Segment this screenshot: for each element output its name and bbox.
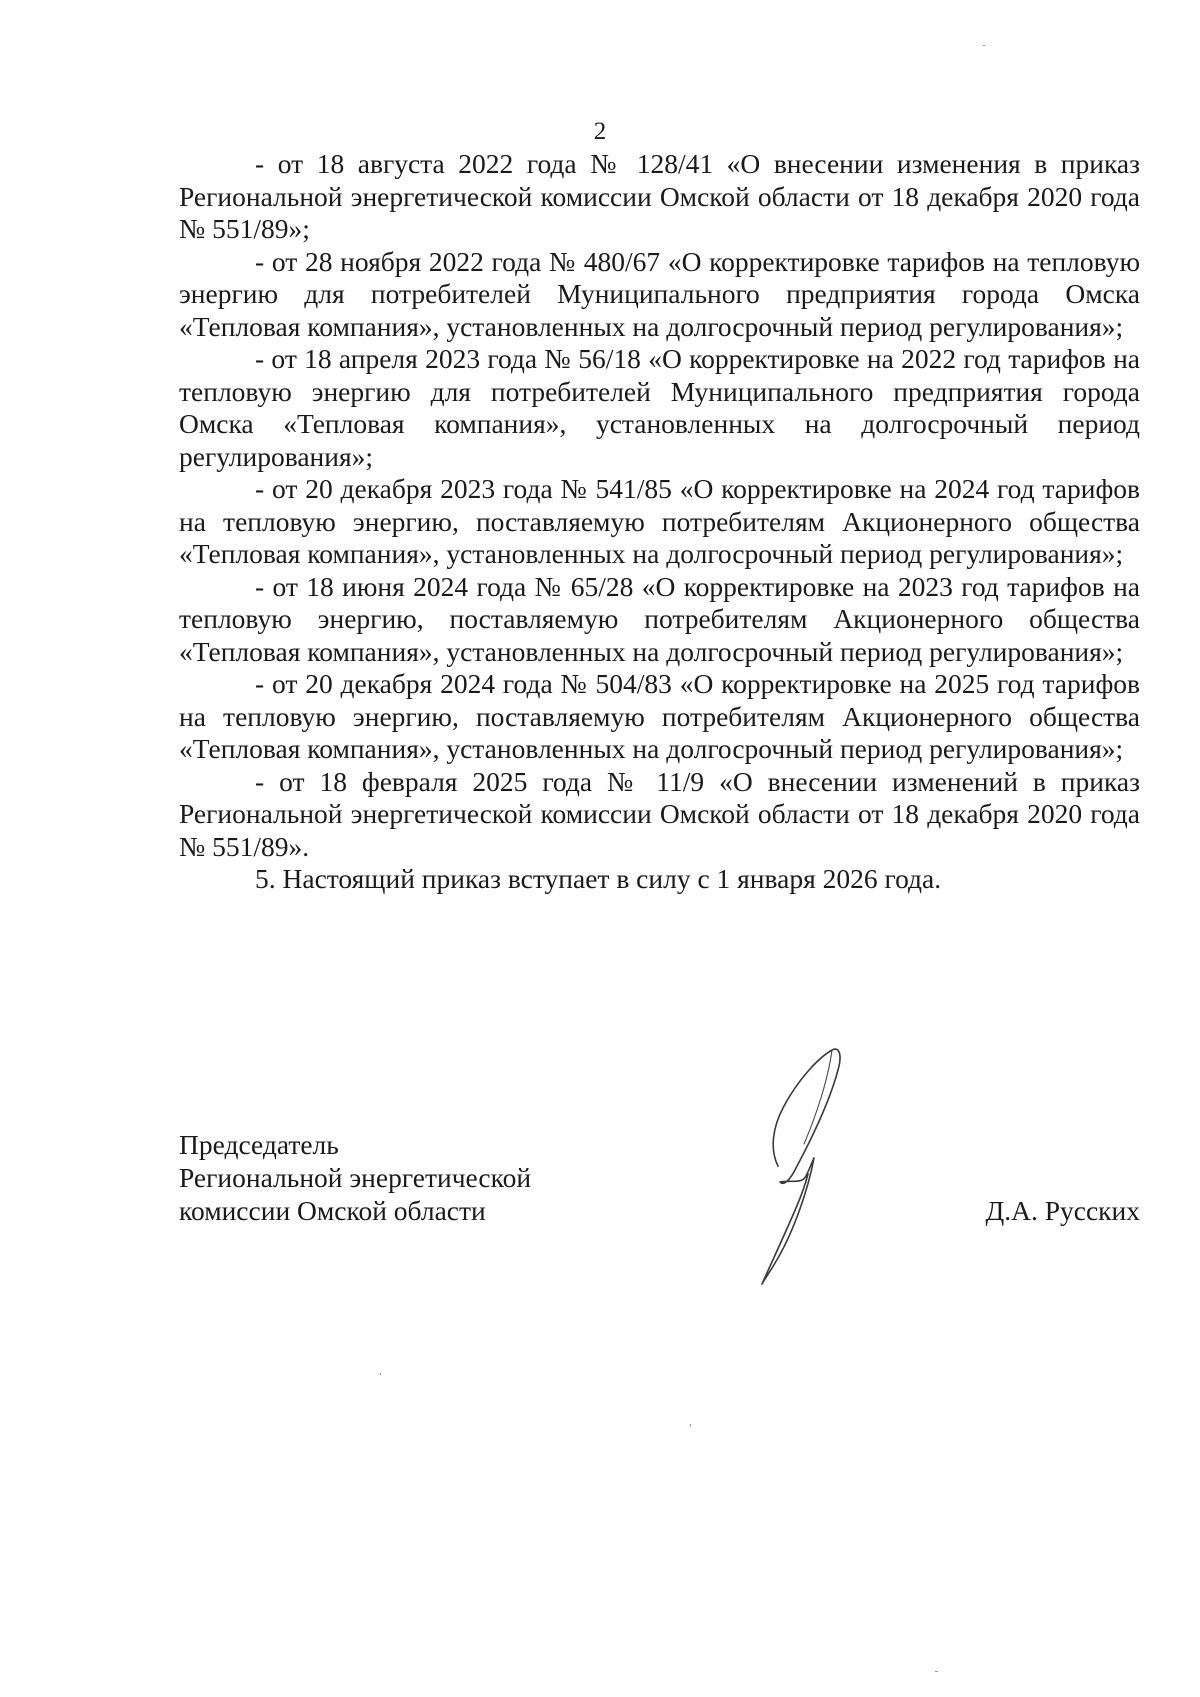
handwritten-signature (720, 1040, 870, 1300)
list-item: - от 20 декабря 2023 года № 541/85 «О корректировке на 2024 год тарифов на тепловую энергию, поставляемую потребителям Акционерного общества «Тепловая компания», установленных на долгосрочный период регулирования»; (179, 473, 1140, 569)
signatory-title (179, 1128, 779, 1227)
scan-speck (983, 45, 985, 46)
scan-speck (935, 1671, 938, 1672)
list-item: - от 18 апреля 2023 года № 56/18 «О корректировке на 2022 год тарифов на тепловую энергию для потребителей Муниципального предприятия города Омска «Тепловая компания», установленных на долгосрочный период регулирования»; (179, 343, 1140, 472)
page-number: 2 (593, 118, 607, 145)
signer-name: Д.А. Русских (985, 1195, 1140, 1226)
list-item: - от 18 февраля 2025 года № 11/9 «О внесении изменений в приказ Региональной энергетической комиссии Омской области от 18 декабря 2020 года № 551/89». (179, 765, 1140, 862)
list-item: - от 20 декабря 2024 года № 504/83 «О корректировке на 2025 год тарифов на тепловую энергию, поставляемую потребителям Акционерного общества «Тепловая компания», установленных на долгосрочный период регулирования»; (179, 668, 1140, 764)
list-item: - от 28 ноября 2022 года № 480/67 «О корректировке тарифов на тепловую энергию для потребителей Муниципального предприятия города Омска «Тепловая компания», установленных на долгосрочный период регулирования»; (179, 245, 1140, 342)
effective-date-clause: 5. Настоящий приказ вступает в силу с 1 января 2026 года. (255, 863, 942, 894)
list-item: - от 18 июня 2024 года № 65/28 «О корректировке на 2023 год тарифов на тепловую энергию, поставляемую потребителям Акционерного общества «Тепловая компания», установленных на долгосрочный период регулирования»; (179, 570, 1140, 667)
signatory-title-line: комиссии Омской области (179, 1195, 486, 1226)
signatory-title-line: Председатель (179, 1129, 339, 1160)
list-item: - от 18 августа 2022 года № 128/41 «О внесении изменения в приказ Региональной энергетической комиссии Омской области от 18 декабря 2020 года № 551/89»; (179, 148, 1140, 244)
scan-speck (380, 1373, 381, 1375)
scan-speck (690, 1424, 691, 1427)
document-body (179, 148, 1140, 896)
signatory-title-line: Региональной энергетической (179, 1162, 532, 1193)
